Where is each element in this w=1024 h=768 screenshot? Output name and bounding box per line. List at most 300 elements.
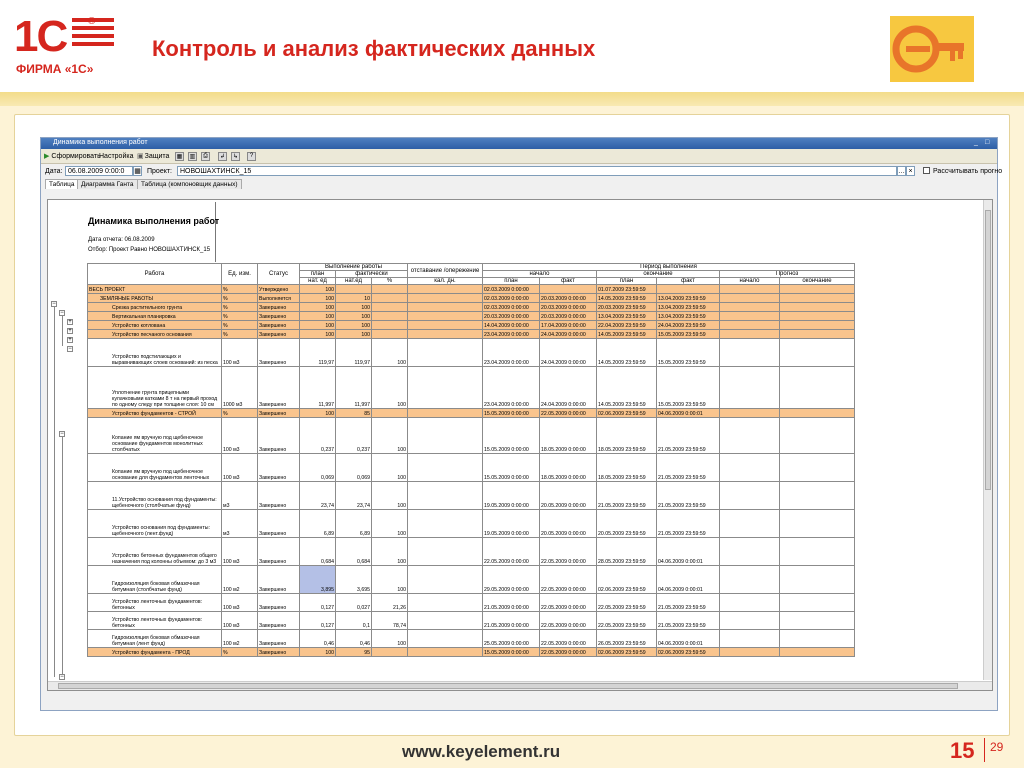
cell-percent[interactable] (372, 330, 408, 339)
cell-end-plan[interactable]: 14.05.2009 23:59:59 (597, 330, 657, 339)
cell-unit[interactable]: 100 м3 (222, 538, 258, 566)
cell-end-fact[interactable]: 04.06.2009 0:00:01 (657, 538, 720, 566)
report-area[interactable] (47, 199, 993, 691)
cell-status[interactable]: Завершено (258, 538, 300, 566)
minimize-icon[interactable]: _ (974, 139, 978, 146)
cell-forecast-start[interactable] (720, 294, 780, 303)
cell-percent[interactable]: 100 (372, 538, 408, 566)
cell-start-plan[interactable]: 02.03.2009 0:00:00 (483, 303, 540, 312)
cell-percent[interactable] (372, 321, 408, 330)
vertical-scrollbar[interactable] (983, 200, 992, 680)
cell-percent[interactable]: 78,74 (372, 612, 408, 630)
cell-forecast-start[interactable] (720, 418, 780, 454)
table-row[interactable] (88, 612, 855, 630)
cell-plan[interactable]: 0,127 (300, 612, 336, 630)
cell-percent[interactable] (372, 303, 408, 312)
cell-unit[interactable]: м3 (222, 510, 258, 538)
cell-lag[interactable] (408, 482, 483, 510)
cell-unit[interactable]: % (222, 303, 258, 312)
cell-status[interactable]: Завершено (258, 409, 300, 418)
cell-fact[interactable]: 11,997 (336, 367, 372, 409)
cell-plan[interactable]: 6,89 (300, 510, 336, 538)
cell-end-fact[interactable]: 13.04.2009 23:59:59 (657, 312, 720, 321)
vertical-scroll-thumb[interactable] (985, 210, 991, 490)
cell-plan[interactable]: 100 (300, 409, 336, 418)
expand-group-icon[interactable]: + (68, 328, 72, 334)
cell-work[interactable]: Уплотнение грунта прицепными кулачковыми катками 8 т на первый проход по одному следу при толщине слоя: 10 см (88, 367, 222, 409)
cell-end-plan[interactable]: 22.05.2009 23:59:59 (597, 612, 657, 630)
window-title-bar[interactable] (41, 138, 997, 149)
cell-forecast-end[interactable] (780, 612, 855, 630)
calendar-icon[interactable]: ▦ (134, 168, 141, 175)
collapse-group-icon[interactable]: − (60, 431, 64, 437)
cell-work[interactable]: ВЕСЬ ПРОЕКТ (88, 285, 222, 294)
expand-group-icon[interactable]: + (68, 319, 72, 325)
recalc-checkbox[interactable] (923, 167, 930, 174)
cell-start-plan[interactable]: 22.05.2009 0:00:00 (483, 538, 540, 566)
cell-percent[interactable]: 100 (372, 367, 408, 409)
cell-end-fact[interactable]: 15.05.2009 23:59:59 (657, 339, 720, 367)
cell-work[interactable]: Устройство фундамента - ПРОД (88, 648, 222, 657)
collapse-group-icon[interactable]: − (60, 310, 64, 316)
table-row[interactable] (88, 339, 855, 367)
cell-forecast-end[interactable] (780, 294, 855, 303)
horizontal-scroll-thumb[interactable] (58, 683, 958, 689)
cell-lag[interactable] (408, 312, 483, 321)
collapse-group-icon[interactable]: − (68, 346, 72, 352)
cell-fact[interactable]: 100 (336, 312, 372, 321)
cell-status[interactable]: Завершено (258, 566, 300, 594)
cell-percent[interactable] (372, 648, 408, 657)
cell-start-plan[interactable]: 19.05.2009 0:00:00 (483, 510, 540, 538)
table-row[interactable] (88, 510, 855, 538)
cell-end-fact[interactable]: 04.06.2009 0:00:01 (657, 630, 720, 648)
cell-plan[interactable]: 100 (300, 312, 336, 321)
cell-forecast-end[interactable] (780, 538, 855, 566)
cell-forecast-end[interactable] (780, 312, 855, 321)
protect-button[interactable] (137, 151, 169, 161)
cell-end-fact[interactable]: 21.05.2009 23:59:59 (657, 454, 720, 482)
cell-fact[interactable] (336, 285, 372, 294)
cell-status[interactable]: Завершено (258, 367, 300, 409)
cell-work[interactable]: Копание ям вручную под щебеночное основание для фундаментов ленточных (88, 454, 222, 482)
cell-end-fact[interactable]: 21.05.2009 23:59:59 (657, 594, 720, 612)
cell-forecast-end[interactable] (780, 648, 855, 657)
cell-work[interactable]: Устройство котлована (88, 321, 222, 330)
cell-forecast-end[interactable] (780, 630, 855, 648)
cell-fact[interactable]: 100 (336, 321, 372, 330)
cell-forecast-end[interactable] (780, 409, 855, 418)
table-row[interactable] (88, 648, 855, 657)
cell-percent[interactable]: 100 (372, 418, 408, 454)
cell-status[interactable]: Утверждено (258, 285, 300, 294)
cell-status[interactable]: Завершено (258, 612, 300, 630)
cell-percent[interactable]: 100 (372, 482, 408, 510)
cell-end-fact[interactable]: 15.05.2009 23:59:59 (657, 330, 720, 339)
cell-status[interactable]: Завершено (258, 482, 300, 510)
cell-status[interactable]: Завершено (258, 330, 300, 339)
cell-percent[interactable]: 100 (372, 510, 408, 538)
cell-lag[interactable] (408, 409, 483, 418)
cell-forecast-end[interactable] (780, 482, 855, 510)
cell-fact[interactable]: 0,46 (336, 630, 372, 648)
cell-unit[interactable]: 100 м3 (222, 612, 258, 630)
cell-percent[interactable]: 100 (372, 454, 408, 482)
cell-end-plan[interactable]: 02.06.2009 23:59:59 (597, 648, 657, 657)
cell-unit[interactable]: % (222, 312, 258, 321)
cell-fact[interactable]: 100 (336, 330, 372, 339)
table-row[interactable] (88, 594, 855, 612)
cell-status[interactable]: Завершено (258, 630, 300, 648)
cell-plan[interactable]: 100 (300, 648, 336, 657)
cell-end-plan[interactable]: 14.05.2009 23:59:59 (597, 367, 657, 409)
cell-lag[interactable] (408, 303, 483, 312)
table-row[interactable] (88, 330, 855, 339)
cell-work[interactable]: Копание ям вручную под щебеночное основание фундаментов монолитных столбчатых (88, 418, 222, 454)
cell-unit[interactable]: % (222, 330, 258, 339)
cell-forecast-end[interactable] (780, 339, 855, 367)
cell-plan[interactable]: 0,069 (300, 454, 336, 482)
settings-button[interactable] (99, 151, 133, 161)
cell-end-fact[interactable]: 21.05.2009 23:59:59 (657, 482, 720, 510)
date-field[interactable]: 06.08.2009 0:00:0 (65, 166, 133, 176)
cell-end-fact[interactable]: 15.05.2009 23:59:59 (657, 367, 720, 409)
cell-unit[interactable]: 100 м2 (222, 566, 258, 594)
cell-percent[interactable] (372, 312, 408, 321)
cell-work[interactable]: ЗЕМЛЯНЫЕ РАБОТЫ (88, 294, 222, 303)
cell-status[interactable]: Завершено (258, 510, 300, 538)
cell-end-plan[interactable]: 14.05.2009 23:59:59 (597, 339, 657, 367)
table-row[interactable] (88, 454, 855, 482)
cell-start-plan[interactable]: 23.04.2009 0:00:00 (483, 339, 540, 367)
project-field[interactable]: НОВОШАХТИНСК_15 (177, 166, 897, 176)
cell-end-fact[interactable]: 24.04.2009 23:59:59 (657, 321, 720, 330)
cell-percent[interactable]: 21,26 (372, 594, 408, 612)
cell-forecast-end[interactable] (780, 321, 855, 330)
table-row[interactable] (88, 303, 855, 312)
table-row[interactable] (88, 538, 855, 566)
cell-end-fact[interactable]: 13.04.2009 23:59:59 (657, 303, 720, 312)
cell-lag[interactable] (408, 418, 483, 454)
cell-lag[interactable] (408, 330, 483, 339)
cell-forecast-end[interactable] (780, 594, 855, 612)
cell-plan[interactable]: 100 (300, 321, 336, 330)
cell-forecast-start[interactable] (720, 454, 780, 482)
cell-end-plan[interactable]: 14.05.2009 23:59:59 (597, 294, 657, 303)
cell-forecast-start[interactable] (720, 367, 780, 409)
generate-button[interactable] (44, 151, 101, 161)
cell-start-fact[interactable]: 22.05.2009 0:00:00 (540, 538, 597, 566)
cell-start-plan[interactable]: 25.05.2009 0:00:00 (483, 630, 540, 648)
cell-forecast-start[interactable] (720, 409, 780, 418)
cell-lag[interactable] (408, 630, 483, 648)
tab-gantt[interactable]: Диаграмма Ганта (77, 179, 138, 189)
cell-work[interactable]: Гидроизоляция боковая обмазочная битумная (столбчатые фунд) (88, 566, 222, 594)
cell-status[interactable]: Завершено (258, 648, 300, 657)
cell-plan[interactable]: 0,684 (300, 538, 336, 566)
select-ellipsis-icon[interactable]: … (898, 168, 905, 175)
cell-end-plan[interactable]: 02.06.2009 23:59:59 (597, 566, 657, 594)
cell-unit[interactable]: 100 м2 (222, 630, 258, 648)
cell-plan[interactable]: 119,97 (300, 339, 336, 367)
cell-work[interactable]: Вертикальная планировка (88, 312, 222, 321)
cell-forecast-end[interactable] (780, 285, 855, 294)
cell-forecast-end[interactable] (780, 510, 855, 538)
cell-lag[interactable] (408, 566, 483, 594)
cell-work[interactable]: 11.Устройство основания под фундаменты: щебеночного (столбчатые фунд) (88, 482, 222, 510)
cell-end-plan[interactable]: 22.04.2009 23:59:59 (597, 321, 657, 330)
cell-unit[interactable]: % (222, 285, 258, 294)
cell-lag[interactable] (408, 294, 483, 303)
cell-start-plan[interactable]: 15.05.2009 0:00:00 (483, 409, 540, 418)
cell-start-fact[interactable]: 17.04.2009 0:00:00 (540, 321, 597, 330)
cell-start-fact[interactable]: 24.04.2009 0:00:00 (540, 330, 597, 339)
cell-start-fact[interactable]: 24.04.2009 0:00:00 (540, 339, 597, 367)
cell-start-plan[interactable]: 02.03.2009 0:00:00 (483, 294, 540, 303)
cell-start-plan[interactable]: 29.05.2009 0:00:00 (483, 566, 540, 594)
cell-start-fact[interactable]: 22.05.2009 0:00:00 (540, 648, 597, 657)
cell-start-plan[interactable]: 02.03.2009 0:00:00 (483, 285, 540, 294)
cell-forecast-end[interactable] (780, 566, 855, 594)
cell-forecast-end[interactable] (780, 330, 855, 339)
cell-status[interactable]: Завершено (258, 418, 300, 454)
cell-work[interactable]: Устройство бетонных фундаментов общего назначения под колонны объемом: до 3 м3 (88, 538, 222, 566)
cell-unit[interactable]: 100 м3 (222, 339, 258, 367)
cell-status[interactable]: Завершено (258, 312, 300, 321)
cell-plan[interactable]: 100 (300, 285, 336, 294)
cell-forecast-start[interactable] (720, 330, 780, 339)
cell-status[interactable]: Завершено (258, 321, 300, 330)
cell-lag[interactable] (408, 594, 483, 612)
cell-lag[interactable] (408, 648, 483, 657)
cell-start-fact[interactable]: 20.05.2009 0:00:00 (540, 482, 597, 510)
cell-fact[interactable]: 3,695 (336, 566, 372, 594)
cell-end-fact[interactable]: 02.06.2009 23:59:59 (657, 648, 720, 657)
cell-end-plan[interactable]: 21.05.2009 23:59:59 (597, 482, 657, 510)
cell-start-plan[interactable]: 15.05.2009 0:00:00 (483, 418, 540, 454)
cell-start-fact[interactable]: 20.03.2009 0:00:00 (540, 303, 597, 312)
cell-end-fact[interactable]: 21.05.2009 23:59:59 (657, 418, 720, 454)
table-row[interactable] (88, 294, 855, 303)
cell-forecast-start[interactable] (720, 538, 780, 566)
cell-lag[interactable] (408, 454, 483, 482)
collapse-group-icon[interactable]: − (52, 301, 56, 307)
cell-start-fact[interactable]: 20.05.2009 0:00:00 (540, 510, 597, 538)
cell-status[interactable]: Завершено (258, 454, 300, 482)
cell-lag[interactable] (408, 285, 483, 294)
cell-forecast-start[interactable] (720, 285, 780, 294)
cell-unit[interactable]: % (222, 321, 258, 330)
cell-unit[interactable]: м3 (222, 482, 258, 510)
cell-forecast-start[interactable] (720, 612, 780, 630)
cell-lag[interactable] (408, 367, 483, 409)
cell-fact[interactable]: 23,74 (336, 482, 372, 510)
cell-work[interactable]: Устройство подстилающих и выравнивающих слоев оснований: из песка (88, 339, 222, 367)
cell-end-plan[interactable]: 18.05.2009 23:59:59 (597, 454, 657, 482)
cell-start-fact[interactable]: 18.05.2009 0:00:00 (540, 454, 597, 482)
columns-button[interactable] (188, 151, 197, 161)
cell-start-fact[interactable]: 18.05.2009 0:00:00 (540, 418, 597, 454)
cell-start-plan[interactable]: 21.05.2009 0:00:00 (483, 594, 540, 612)
cell-start-fact[interactable]: 24.04.2009 0:00:00 (540, 367, 597, 409)
cell-forecast-start[interactable] (720, 303, 780, 312)
cell-lag[interactable] (408, 321, 483, 330)
table-row[interactable] (88, 409, 855, 418)
cell-unit[interactable]: % (222, 648, 258, 657)
cell-start-plan[interactable]: 15.05.2009 0:00:00 (483, 648, 540, 657)
cell-start-plan[interactable]: 23.04.2009 0:00:00 (483, 330, 540, 339)
cell-start-fact[interactable]: 22.05.2009 0:00:00 (540, 566, 597, 594)
cell-forecast-start[interactable] (720, 321, 780, 330)
expand-group-icon[interactable]: + (68, 337, 72, 343)
cell-work[interactable]: Устройство основания под фундаменты: щебеночного (лент.фунд) (88, 510, 222, 538)
collapse-button[interactable] (231, 151, 240, 161)
cell-forecast-end[interactable] (780, 418, 855, 454)
cell-forecast-start[interactable] (720, 648, 780, 657)
cell-fact[interactable]: 0,027 (336, 594, 372, 612)
print-button[interactable] (201, 151, 210, 161)
cell-work[interactable]: Устройство фундаментов - СТРОЙ (88, 409, 222, 418)
cell-plan[interactable]: 100 (300, 303, 336, 312)
cell-fact[interactable]: 10 (336, 294, 372, 303)
cell-fact[interactable]: 119,97 (336, 339, 372, 367)
table-row[interactable] (88, 285, 855, 294)
clear-icon[interactable]: × (906, 166, 915, 176)
cell-start-plan[interactable]: 21.05.2009 0:00:00 (483, 612, 540, 630)
cell-forecast-start[interactable] (720, 594, 780, 612)
tab-table-composer[interactable]: Таблица (компоновщик данных) (137, 179, 242, 189)
cell-start-fact[interactable]: 22.05.2009 0:00:00 (540, 594, 597, 612)
cell-plan[interactable]: 100 (300, 330, 336, 339)
cell-plan[interactable]: 3,895 (300, 566, 336, 594)
cell-percent[interactable]: 100 (372, 566, 408, 594)
cell-work[interactable]: Срезка растительного грунта (88, 303, 222, 312)
cell-end-plan[interactable]: 01.07.2009 23:59:59 (597, 285, 657, 294)
cell-forecast-end[interactable] (780, 454, 855, 482)
cell-lag[interactable] (408, 339, 483, 367)
cell-plan[interactable]: 0,127 (300, 594, 336, 612)
cell-unit[interactable]: % (222, 409, 258, 418)
cell-end-fact[interactable]: 13.04.2009 23:59:59 (657, 294, 720, 303)
table-row[interactable] (88, 482, 855, 510)
cell-forecast-start[interactable] (720, 339, 780, 367)
cell-end-plan[interactable]: 20.05.2009 23:59:59 (597, 510, 657, 538)
cell-start-plan[interactable]: 14.04.2009 0:00:00 (483, 321, 540, 330)
cell-status[interactable]: Завершено (258, 594, 300, 612)
cell-status[interactable]: Выполняется (258, 294, 300, 303)
cell-work[interactable]: Устройство ленточных фундаментов: бетонных (88, 594, 222, 612)
cell-unit[interactable]: 100 м3 (222, 594, 258, 612)
cell-fact[interactable]: 0,684 (336, 538, 372, 566)
cell-work[interactable]: Устройство ленточных фундаментов: бетонных (88, 612, 222, 630)
cell-percent[interactable] (372, 409, 408, 418)
cell-unit[interactable]: % (222, 294, 258, 303)
table-row[interactable] (88, 630, 855, 648)
cell-end-fact[interactable]: 21.05.2009 23:59:59 (657, 612, 720, 630)
cell-plan[interactable]: 100 (300, 294, 336, 303)
table-row[interactable] (88, 566, 855, 594)
cell-fact[interactable]: 100 (336, 303, 372, 312)
cell-forecast-start[interactable] (720, 630, 780, 648)
expand-button[interactable] (218, 151, 227, 161)
cell-fact[interactable]: 85 (336, 409, 372, 418)
cell-work[interactable]: Гидроизоляция боковая обмазочная битумная (лент фунд) (88, 630, 222, 648)
cell-plan[interactable]: 0,237 (300, 418, 336, 454)
cell-status[interactable]: Завершено (258, 339, 300, 367)
cell-end-plan[interactable]: 18.05.2009 23:59:59 (597, 418, 657, 454)
cell-percent[interactable] (372, 285, 408, 294)
cell-unit[interactable]: 100 м3 (222, 418, 258, 454)
cell-start-plan[interactable]: 20.03.2009 0:00:00 (483, 312, 540, 321)
cell-lag[interactable] (408, 538, 483, 566)
cell-percent[interactable] (372, 294, 408, 303)
cell-plan[interactable]: 23,74 (300, 482, 336, 510)
horizontal-scrollbar[interactable] (48, 681, 992, 690)
cell-start-plan[interactable]: 15.05.2009 0:00:00 (483, 454, 540, 482)
table-row[interactable] (88, 418, 855, 454)
cell-end-plan[interactable]: 22.05.2009 23:59:59 (597, 594, 657, 612)
cell-forecast-end[interactable] (780, 367, 855, 409)
tab-table[interactable]: Таблица (45, 179, 79, 189)
cell-end-plan[interactable]: 28.05.2009 23:59:59 (597, 538, 657, 566)
cell-start-fact[interactable]: 22.05.2009 0:00:00 (540, 612, 597, 630)
cell-start-fact[interactable]: 22.05.2009 0:00:00 (540, 409, 597, 418)
cell-forecast-start[interactable] (720, 482, 780, 510)
cell-start-fact[interactable] (540, 285, 597, 294)
cell-start-fact[interactable]: 20.03.2009 0:00:00 (540, 294, 597, 303)
cell-end-fact[interactable] (657, 285, 720, 294)
cell-forecast-start[interactable] (720, 510, 780, 538)
cell-start-plan[interactable]: 19.05.2009 0:00:00 (483, 482, 540, 510)
collapse-group-icon[interactable]: − (60, 674, 64, 680)
help-button[interactable] (247, 151, 256, 161)
table-row[interactable] (88, 321, 855, 330)
cell-start-fact[interactable]: 22.05.2009 0:00:00 (540, 630, 597, 648)
cell-forecast-start[interactable] (720, 312, 780, 321)
cell-forecast-start[interactable] (720, 566, 780, 594)
cell-end-fact[interactable]: 04.06.2009 0:00:01 (657, 409, 720, 418)
cell-status[interactable]: Завершено (258, 303, 300, 312)
table-row[interactable] (88, 312, 855, 321)
cell-fact[interactable]: 95 (336, 648, 372, 657)
cell-fact[interactable]: 0,069 (336, 454, 372, 482)
cell-unit[interactable]: 100 м3 (222, 454, 258, 482)
cell-work[interactable]: Устройство песчаного основания (88, 330, 222, 339)
cell-plan[interactable]: 11,997 (300, 367, 336, 409)
cell-end-fact[interactable]: 21.05.2009 23:59:59 (657, 510, 720, 538)
grid-view-button[interactable] (175, 151, 184, 161)
cell-forecast-end[interactable] (780, 303, 855, 312)
cell-lag[interactable] (408, 510, 483, 538)
table-row[interactable] (88, 367, 855, 409)
cell-fact[interactable]: 0,1 (336, 612, 372, 630)
maximize-icon[interactable]: □ (985, 139, 990, 146)
cell-percent[interactable]: 100 (372, 339, 408, 367)
cell-end-plan[interactable]: 13.04.2009 23:59:59 (597, 312, 657, 321)
cell-percent[interactable]: 100 (372, 630, 408, 648)
cell-end-plan[interactable]: 20.03.2009 23:59:59 (597, 303, 657, 312)
footer-url[interactable]: www.keyelement.ru (402, 742, 561, 761)
cell-end-plan[interactable]: 02.06.2009 23:59:59 (597, 409, 657, 418)
cell-fact[interactable]: 0,237 (336, 418, 372, 454)
cell-unit[interactable]: 1000 м3 (222, 367, 258, 409)
cell-plan[interactable]: 0,46 (300, 630, 336, 648)
cell-fact[interactable]: 6,89 (336, 510, 372, 538)
cell-start-plan[interactable]: 23.04.2009 0:00:00 (483, 367, 540, 409)
cell-end-fact[interactable]: 04.06.2009 0:00:01 (657, 566, 720, 594)
cell-end-plan[interactable]: 26.05.2009 23:59:59 (597, 630, 657, 648)
cell-start-fact[interactable]: 20.03.2009 0:00:00 (540, 312, 597, 321)
